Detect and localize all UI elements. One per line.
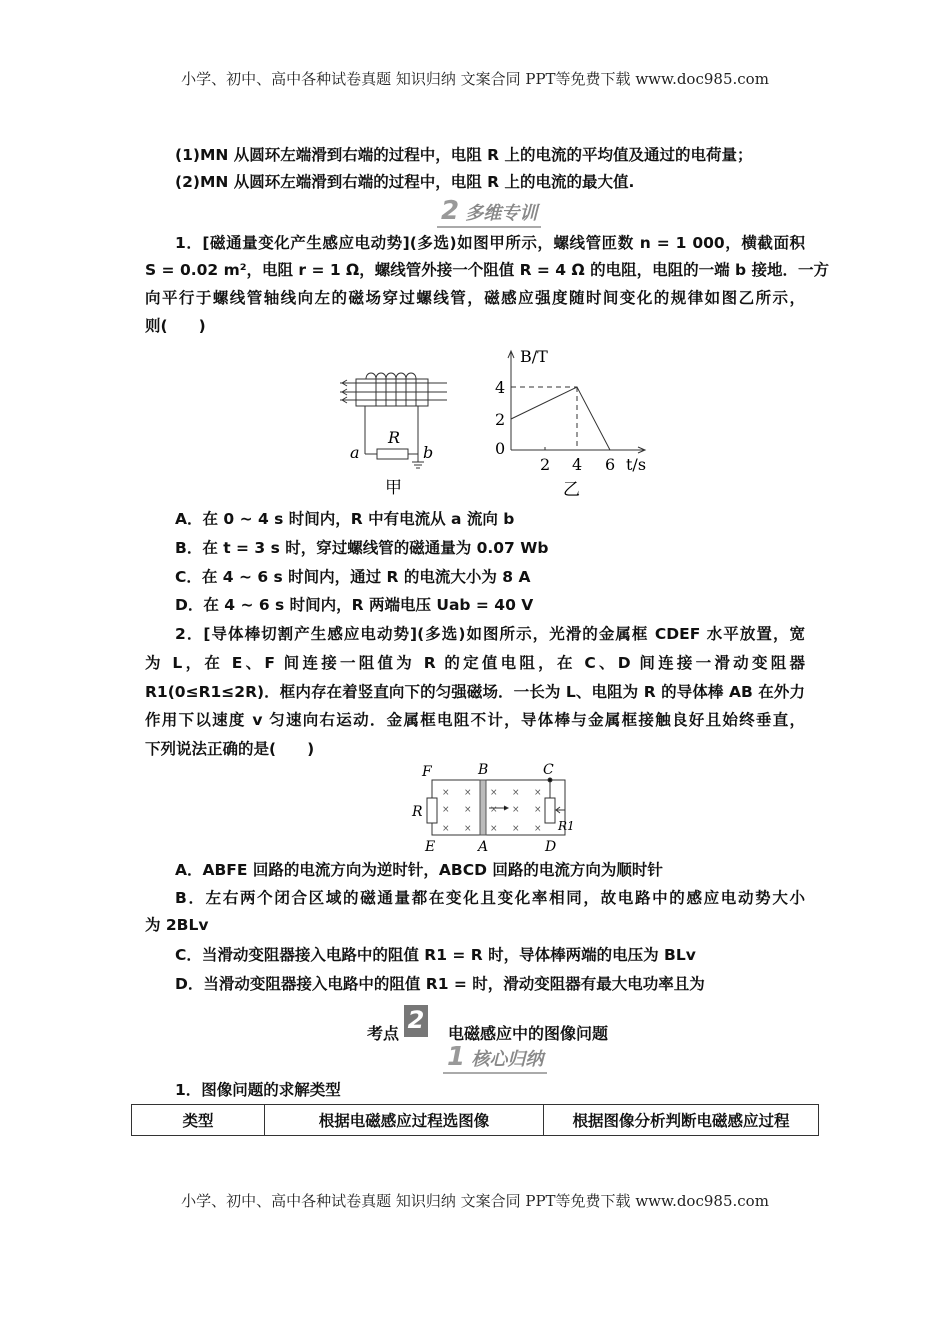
table-header-cell: 类型 [132, 1105, 265, 1136]
magnetic-field-crosses [442, 788, 542, 834]
y-axis-label: B/T [520, 347, 548, 366]
types-table [131, 1104, 819, 1136]
section-badge [437, 196, 541, 228]
badge-number: 2 [441, 196, 460, 226]
option-a: A．在 0 ~ 4 s 时间内，R 中有电流从 a 流向 b [175, 510, 515, 528]
svg-text:×: × [534, 805, 542, 815]
svg-text:×: × [442, 824, 450, 834]
topic-prefix: 考点 [367, 1024, 400, 1043]
svg-text:×: × [490, 824, 498, 834]
label-E: E [425, 839, 436, 855]
label-B: B [478, 762, 489, 778]
label-R1: R1 [558, 819, 575, 833]
question-line: 1．[磁通量变化产生感应电动势](多选)如图甲所示，螺线管匝数 n = 1 000，横截面积 [175, 234, 805, 252]
badge-label: 多维专训 [465, 203, 538, 224]
svg-text:×: × [512, 788, 520, 798]
y-tick: 2 [495, 410, 506, 429]
question-line: 2．[导体棒切割产生感应电动势](多选)如图所示，光滑的金属框 CDEF 水平放置，宽 [175, 625, 805, 643]
label-a: a [350, 443, 360, 462]
badge-label: 核心归纳 [471, 1049, 544, 1070]
svg-text:×: × [442, 788, 450, 798]
option-b: B．在 t = 3 s 时，穿过螺线管的磁通量为 0.07 Wb [175, 539, 549, 557]
b-t-graph [508, 351, 645, 453]
topic-title: 电磁感应中的图像问题 [448, 1024, 609, 1043]
question-line: S = 0.02 m²，电阻 r = 1 Ω，螺线管外接一个阻值 R = 4 Ω 的电阻，电阻的一端 b 接地．一方 [145, 261, 829, 279]
topic-number-badge: 2 [404, 1005, 428, 1037]
option-d: D．当滑动变阻器接入电路中的阻值 R1 = 时，滑动变阻器有最大电功率且为 [175, 975, 705, 993]
figure-metal-frame [400, 760, 580, 855]
label-A: A [478, 839, 489, 855]
svg-text:×: × [534, 824, 542, 834]
x-tick: 6 [605, 455, 616, 474]
label-b: b [423, 443, 434, 462]
question-line: R1(0≤R1≤2R)．框内存在着竖直向下的匀强磁场．一长为 L、电阻为 R 的导体棒 AB 在外力 [145, 683, 805, 701]
svg-text:×: × [442, 805, 450, 815]
badge-number: 1 [447, 1042, 466, 1072]
option-b: B．左右两个闭合区域的磁通量都在变化且变化率相同，故电路中的感应电动势大小 [175, 889, 805, 907]
svg-text:×: × [534, 788, 542, 798]
svg-text:×: × [490, 805, 498, 815]
table-header-row [132, 1105, 819, 1136]
x-tick: 4 [572, 455, 583, 474]
b-t-line [511, 387, 610, 450]
y-tick: 0 [495, 439, 506, 458]
table-header-cell: 根据电磁感应过程选图像 [265, 1105, 544, 1136]
option-c: C．当滑动变阻器接入电路中的阻值 R1 = R 时，导体棒两端的电压为 BLv [175, 946, 696, 964]
subheading: 1．图像问题的求解类型 [175, 1081, 341, 1099]
core-badge [443, 1042, 547, 1074]
label-R: R [388, 428, 401, 447]
svg-text:×: × [464, 788, 472, 798]
svg-text:×: × [464, 824, 472, 834]
option-c: C．在 4 ~ 6 s 时间内，通过 R 的电流大小为 8 A [175, 568, 531, 586]
page-header: 小学、初中、高中各种试卷真题 知识归纳 文案合同 PPT等免费下载 www.doc985.com [181, 70, 769, 88]
label-F: F [422, 764, 432, 780]
option-d: D．在 4 ~ 6 s 时间内，R 两端电压 Uab = 40 V [175, 596, 534, 614]
svg-text:×: × [490, 788, 498, 798]
label-R: R [412, 804, 423, 820]
caption-yi: 乙 [563, 480, 580, 500]
question-line: 则( ) [145, 317, 206, 335]
svg-text:×: × [512, 824, 520, 834]
label-C: C [543, 762, 554, 778]
question-line: 作用下以速度 v 匀速向右运动．金属框电阻不计，导体棒与金属框接触良好且始终垂直， [145, 711, 805, 729]
option-a: A．ABFE 回路的电流方向为逆时针，ABCD 回路的电流方向为顺时针 [175, 861, 663, 879]
figure-solenoid-and-graph [320, 340, 660, 500]
label-D: D [545, 839, 557, 855]
page-footer: 小学、初中、高中各种试卷真题 知识归纳 文案合同 PPT等免费下载 www.doc985.com [181, 1192, 769, 1210]
x-tick: 2 [540, 455, 551, 474]
question-line: 为 L，在 E、F 间连接一阻值为 R 的定值电阻，在 C、D 间连接一滑动变阻器 [145, 654, 805, 672]
svg-text:×: × [464, 805, 472, 815]
table-header-cell: 根据图像分析判断电磁感应过程 [544, 1105, 819, 1136]
conductor-rod-ab [480, 780, 486, 835]
caption-jia: 甲 [385, 478, 402, 498]
question-line: 下列说法正确的是( ) [145, 740, 315, 758]
intro-line: (2)MN 从圆环左端滑到右端的过程中，电阻 R 上的电流的最大值. [175, 173, 635, 191]
option-b-cont: 为 2BLv [145, 916, 209, 934]
intro-line: (1)MN 从圆环左端滑到右端的过程中，电阻 R 上的电流的平均值及通过的电荷量； [175, 146, 753, 164]
question-line: 向平行于螺线管轴线向左的磁场穿过螺线管，磁感应强度随时间变化的规律如图乙所示， [145, 289, 805, 307]
y-tick: 4 [495, 378, 506, 397]
svg-text:×: × [512, 805, 520, 815]
x-axis-label: t/s [626, 455, 647, 474]
